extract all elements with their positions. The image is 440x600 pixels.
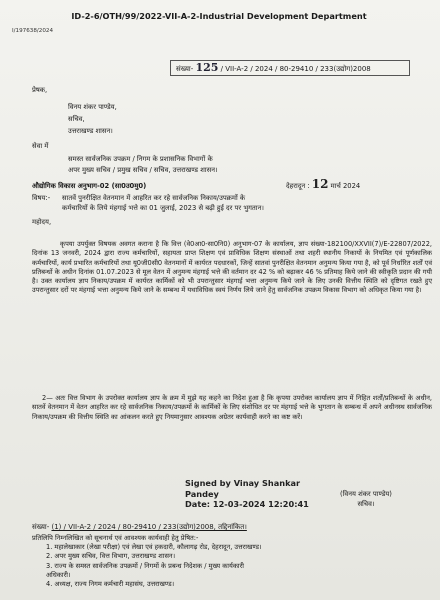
salutation: महोदय, xyxy=(32,218,52,226)
sender-designation: सचिव, xyxy=(68,115,85,123)
digital-signature: Signed by Vinay Shankar Pandey Date: 12-03-2024 12:20:41 xyxy=(185,478,309,509)
place-label: देहरादून : xyxy=(286,182,310,190)
copy-item: 2. अपर मुख्य सचिव, वित्त विभाग, उत्तराखण्ड शासन। xyxy=(46,552,176,561)
recipient-line-1: समस्त सार्वजनिक उपक्रम / निगम के प्रशासनिक विभागों के xyxy=(68,155,213,163)
copy-item: 3. राज्य के समस्त सार्वजनिक उपक्रमों / निगमों के प्रबन्ध निदेशक / मुख्य कार्यकारी xyxy=(46,561,245,570)
letter-number-label: संख्या- xyxy=(176,65,194,73)
letter-number-rest: / VII-A-2 / 2024 / 80-29410 / 233(उद्योग)2008 xyxy=(220,65,371,73)
department-header: ID-2-6/OTH/99/2022-VII-A-2-Industrial Development Department xyxy=(71,11,367,21)
place-date xyxy=(286,177,361,191)
copy-to-list xyxy=(32,534,427,589)
letter-number-box xyxy=(170,60,410,76)
handwritten-number: 125 xyxy=(195,61,219,74)
subject-label: विषय:- xyxy=(32,194,51,202)
from-label: प्रेषक, xyxy=(32,86,48,94)
subject-line-1: सातवें पुनरीक्षित वेतनमान में आहरित कर रहे सार्वजनिक निकाय/उपक्रमों के xyxy=(62,194,246,202)
body-paragraph-2: 2— अतः वित्त विभाग के उपरोक्त कार्यालय ज्ञाप के क्रम में मुझे यह कहने का निदेश हुआ है कि कृपया उपरोक्त कार्यालय ज्ञाप में निहित शर्तों/प्रतिबन्धों के अधीन, सातवें वेतनमान में वेतन आहरित कर रहे सार्वजनिक निकाय/उपक्रमों के कार्मिकों के लिए संशोधित दर पर मंहगाई भत्ते के भुगतान के सम्बन्ध में अपने अधीनस्थ सार्वजनिक निकाय/उपक्रम की वित्तीय स्थिति का आंकलन करते हुए नियमानुसार आवश्यक अग्रेतर कार्यवाही करने का कष्ट करें। xyxy=(32,394,432,421)
handwritten-day: 12 xyxy=(311,177,329,191)
subject-line-2: कर्मचारियों के लिये मंहगाई भत्ते का 01 जुलाई, 2023 से बढ़ी हुई दर पर भुगतान। xyxy=(62,204,264,212)
body-paragraph-1: कृपया उपर्युक्त विषयक अवगत कराना है कि वित्त (वे0आ0-सा0नि0) अनुभाग-07 के कार्यालय, ज्ञाप संख्या-182100/XXVII(7)/E-22807/2022, दिनांक 13 जनवरी, 2024 द्वारा राज्य कर्मचारियों, सहायता प्राप्त शिक्षण एवं प्राविधिक शिक्षण संस्थाओं तथा शहरी स्थानीय निकायों के नियमित एवं पूर्णकालिक कर्मचारियों, कार्य प्रभारित कर्मचारियों तथा यू0जी0सी0 वेतनमानों में कार्यरत पदधारकों, जिन्हें सातवां पुनरीक्षित वेतनमान अनुमन्य किया गया है, को पूर्व निर्धारित शर्तों एवं प्रतिबन्धों के अधीन दिनांक 01.07.2023 से मूल वेतन में अनुमन्य मंहगाई भत्ते की वर्तमान दर 42 % को बढ़ाकर 46 % प्रतिमाह किये जाने की स्वीकृति प्रदान की गयी है। उक्त कार्यालय ज्ञाप निकाय/उपक्रम में कार्यरत कार्मिकों को भी उपरान्तुसार मंहगाई भत्ता अनुमन्य किये जाने के लिए उनकी वित्तीय स्थिति को दृष्टिगत रखते हुए उपरान्तुसार दरों पर मंहगाई भत्ता अनुमन्य किये जाने के सम्बन्ध में यथाविधिक स्वयं निर्णय लिये जाने हेतु सार्वजनिक उपक्रम विकास विभाग को अधिकृत किया गया है। xyxy=(32,240,432,295)
recipient-line-2: अपर मुख्य सचिव / प्रमुख सचिव / सचिव, उत्तराखण्ड शासन। xyxy=(68,166,218,174)
to-label: सेवा में xyxy=(32,142,49,150)
copy-item: 4. अध्यक्ष, राज्य निगम कर्मचारी महासंघ, उत्तराखण्ड। xyxy=(46,580,175,589)
copy-item: 1. महालेखाकार (लेखा परीक्षा) एवं लेखा एवं हकदारी, कौलागढ़ रोड, देहरादून, उत्तराखण्ड। xyxy=(46,543,262,552)
sender-office: उत्तराखण्ड शासन। xyxy=(68,127,113,135)
copy-item: अधिकारी। xyxy=(46,570,71,579)
endorsement-number: संख्या- (1) / VII-A-2 / 2024 / 80-29410 / 233(उद्योग)2008, तद्दिनांकित। xyxy=(32,523,247,531)
section-name: औद्योगिक विकास अनुभाग-02 (सा0उ0मु0) xyxy=(32,182,147,190)
signatory-block: (विनय शंकर पाण्डेय) सचिव। xyxy=(340,490,392,508)
date-month-year: मार्च 2024 xyxy=(330,182,361,190)
reference-number: I/197638/2024 xyxy=(12,28,54,35)
sender-name: विनय शंकर पाण्डेय, xyxy=(68,103,117,111)
copy-intro: प्रतिलिपि निम्नलिखित को सूचनार्थ एवं आवश्यक कार्यवाही हेतु प्रेषित:- xyxy=(32,534,199,542)
